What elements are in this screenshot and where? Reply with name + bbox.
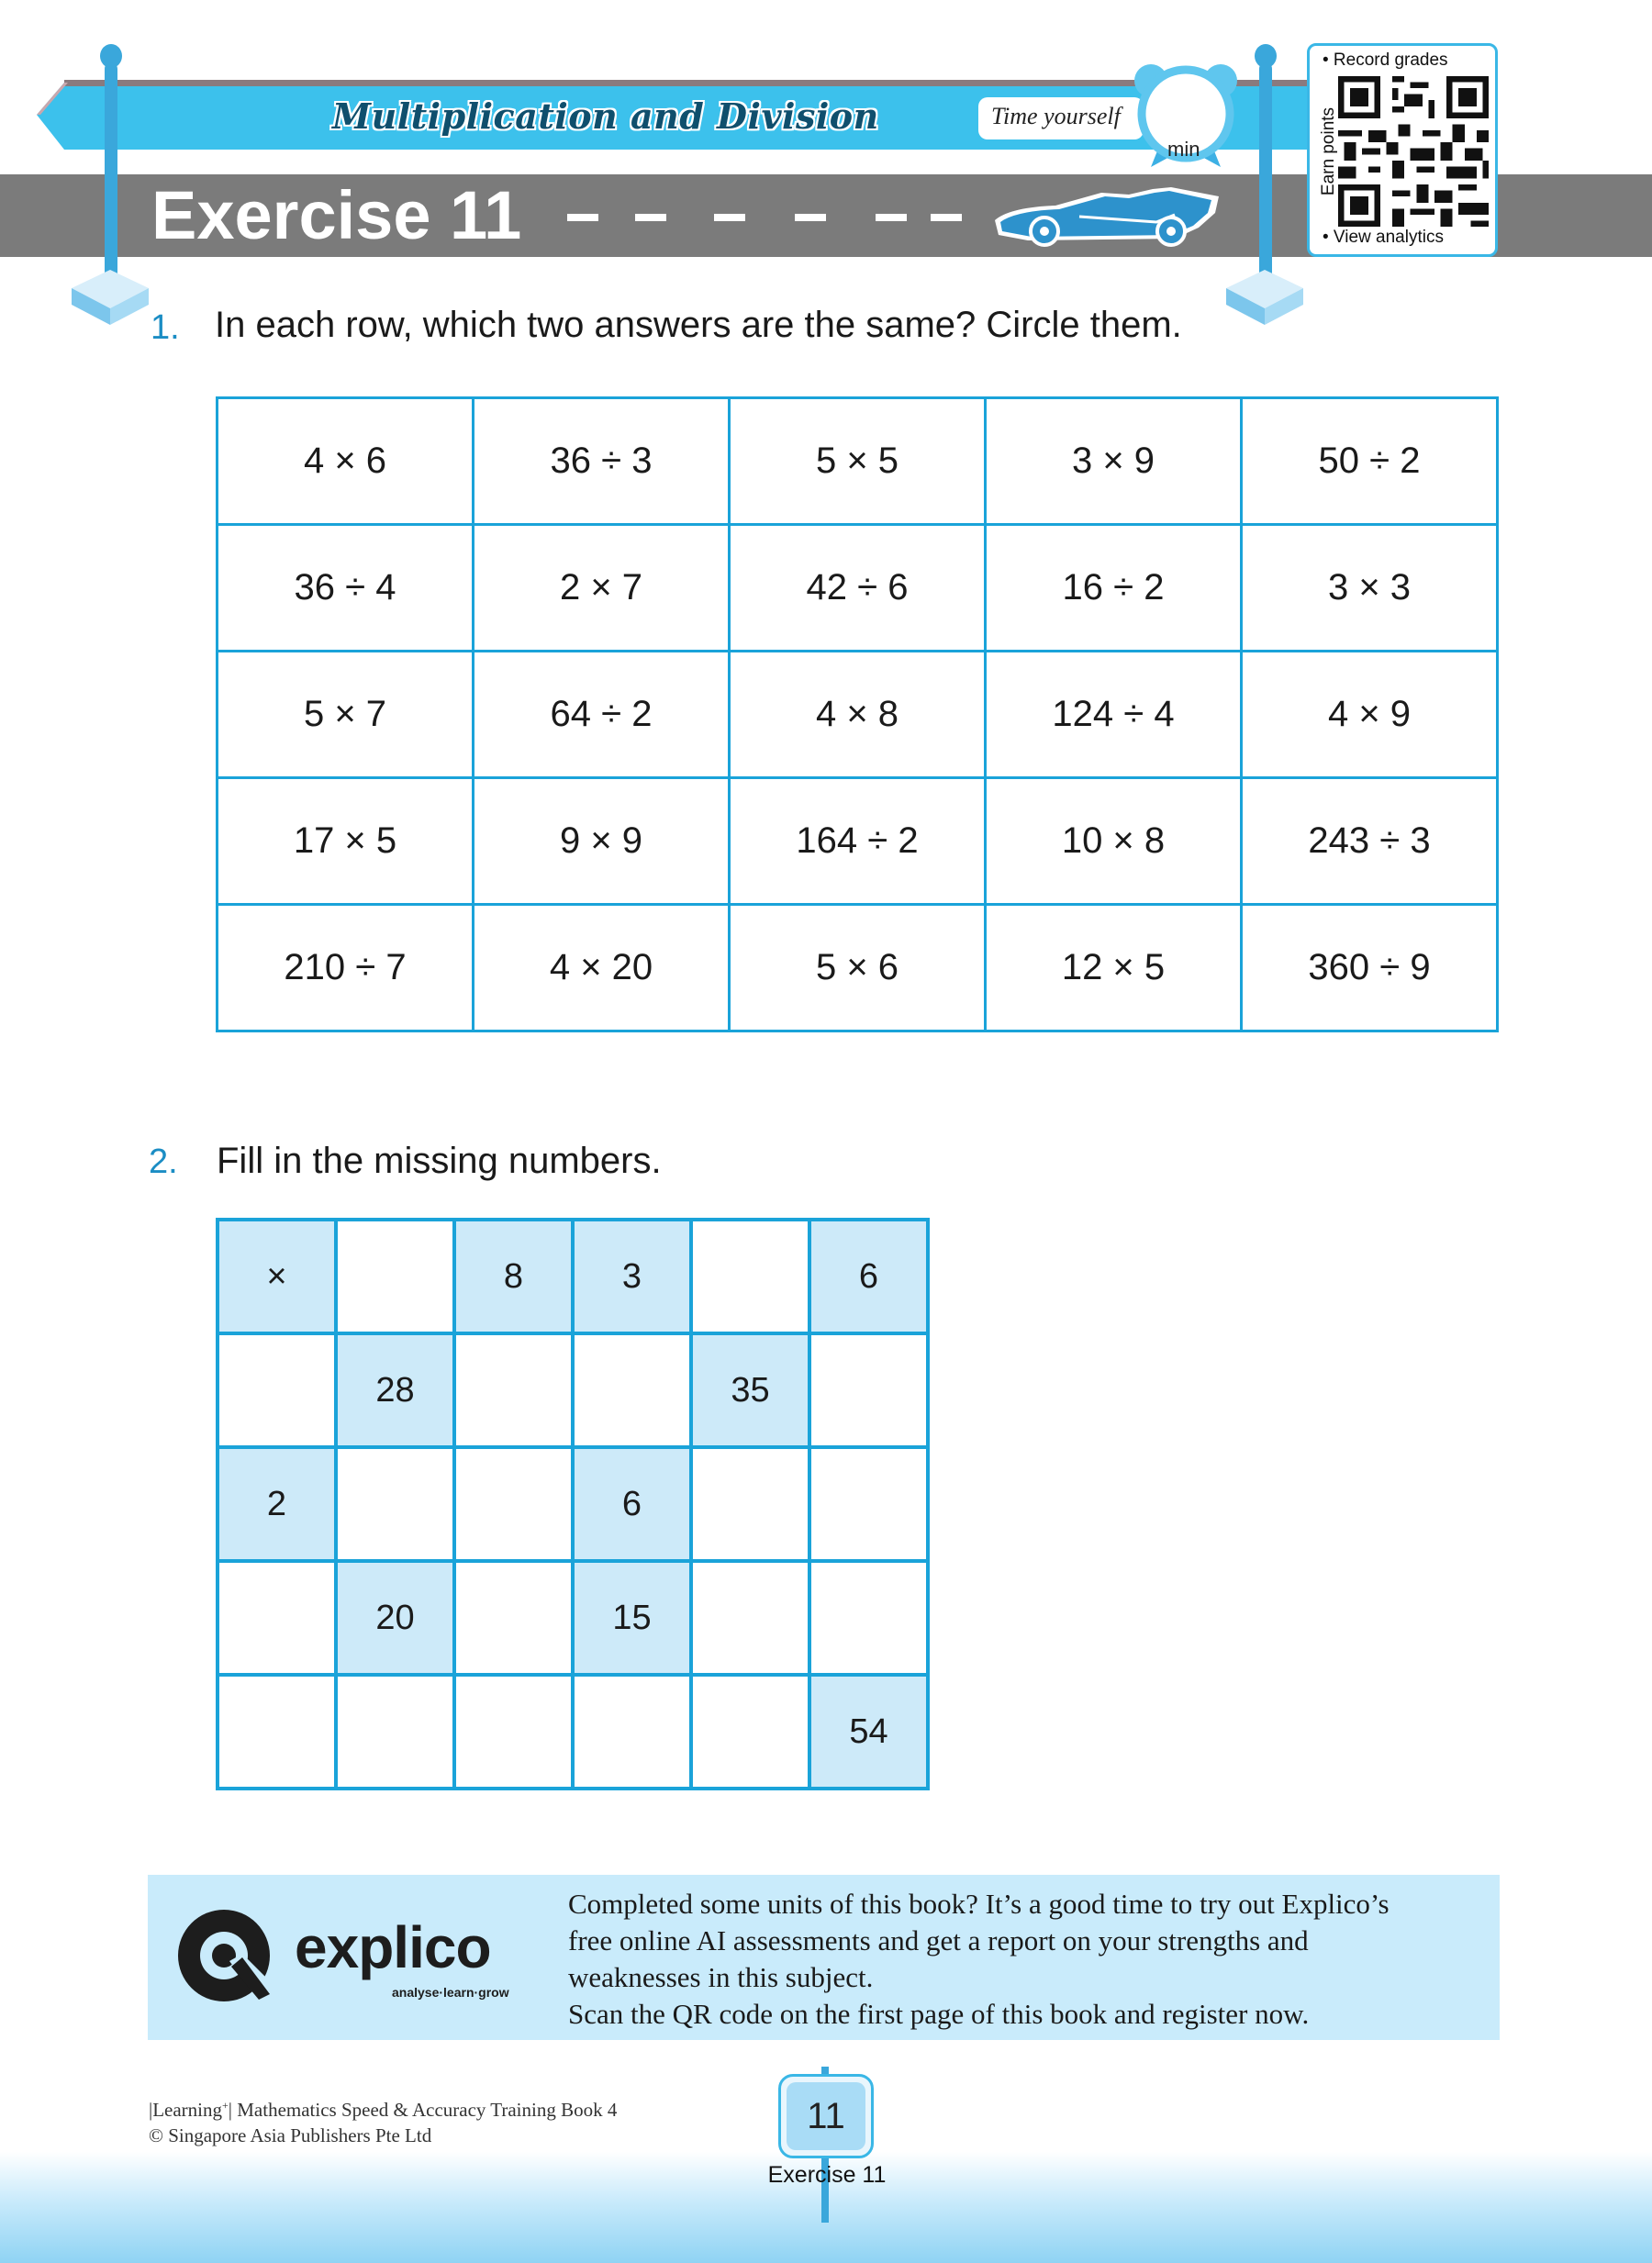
grid-cell-blank[interactable] <box>809 1333 928 1447</box>
qr-view-analytics-label: • View analytics <box>1323 228 1444 247</box>
expression-cell[interactable]: 243 ÷ 3 <box>1242 778 1498 905</box>
expression-cell[interactable]: 164 ÷ 2 <box>730 778 986 905</box>
grid-cell-blank[interactable] <box>336 1447 454 1561</box>
expression-cell[interactable]: 42 ÷ 6 <box>730 525 986 652</box>
explico-message-line: Completed some units of this book? It’s a good time to try out Explico’s <box>568 1888 1390 1920</box>
grid-cell-given: 8 <box>454 1220 573 1333</box>
matching-expressions-table <box>216 396 1499 1032</box>
grid-cell-given: 6 <box>573 1447 691 1561</box>
book-title-prefix: |Learning <box>149 2099 223 2121</box>
grid-cell-given: 3 <box>573 1220 691 1333</box>
grid-cell-blank[interactable] <box>573 1333 691 1447</box>
page-exercise-label: Exercise 11 <box>767 2162 887 2188</box>
table-row <box>218 905 1498 1031</box>
expression-cell[interactable]: 210 ÷ 7 <box>218 905 474 1031</box>
grid-cell-given: 2 <box>218 1447 336 1561</box>
grid-cell-given: 35 <box>691 1333 809 1447</box>
expression-cell[interactable]: 9 × 9 <box>474 778 730 905</box>
time-yourself-label: Time yourself <box>991 103 1121 129</box>
book-title-suffix: | Mathematics Speed & Accuracy Training Book 4 <box>228 2099 618 2121</box>
grid-row <box>218 1333 928 1447</box>
question-1-instruction: In each row, which two answers are the same? Circle them. <box>215 305 1182 345</box>
grid-cell-blank[interactable] <box>809 1561 928 1675</box>
expression-cell[interactable]: 4 × 20 <box>474 905 730 1031</box>
grid-cell-blank[interactable] <box>691 1561 809 1675</box>
road-dash <box>795 214 826 221</box>
footer-book-info <box>149 2092 617 2148</box>
question-2-number: 2. <box>149 1143 178 1181</box>
grid-cell-blank[interactable] <box>809 1447 928 1561</box>
expression-cell[interactable]: 5 × 7 <box>218 652 474 778</box>
grid-cell-blank[interactable] <box>218 1333 336 1447</box>
signpost-pole <box>1259 62 1272 283</box>
explico-tagline: analyse·learn·grow <box>392 1985 509 2000</box>
expression-cell[interactable]: 4 × 9 <box>1242 652 1498 778</box>
grid-cell-given: 20 <box>336 1561 454 1675</box>
expression-cell[interactable]: 3 × 3 <box>1242 525 1498 652</box>
question-1-number: 1. <box>151 308 180 347</box>
qr-code-icon[interactable] <box>1337 76 1490 227</box>
expression-cell[interactable]: 17 × 5 <box>218 778 474 905</box>
explico-logo-icon <box>171 1902 281 2012</box>
grid-cell-blank[interactable] <box>691 1675 809 1789</box>
exercise-title: Exercise 11 <box>151 177 522 253</box>
race-car-icon <box>991 184 1222 248</box>
grid-cell-blank[interactable] <box>454 1561 573 1675</box>
grid-cell-given: 54 <box>809 1675 928 1789</box>
road-dash <box>931 214 962 221</box>
topic-title: Multiplication and Division <box>332 95 879 137</box>
time-unit-label: min <box>1167 138 1200 161</box>
road-dash <box>714 214 745 221</box>
grid-row <box>218 1447 928 1561</box>
expression-cell[interactable]: 50 ÷ 2 <box>1242 398 1498 525</box>
explico-message-line: Scan the QR code on the first page of this book and register now. <box>568 1998 1310 2030</box>
qr-record-grades-label: • Record grades <box>1323 50 1448 70</box>
grid-cell-blank[interactable] <box>336 1220 454 1333</box>
grid-cell-given: 15 <box>573 1561 691 1675</box>
grid-row <box>218 1561 928 1675</box>
book-title-sup: + <box>222 2099 229 2112</box>
grid-cell-blank[interactable] <box>691 1220 809 1333</box>
expression-cell[interactable]: 5 × 5 <box>730 398 986 525</box>
operator-cell: × <box>218 1220 336 1333</box>
qr-card[interactable] <box>1307 43 1498 257</box>
table-row <box>218 525 1498 652</box>
expression-cell[interactable]: 64 ÷ 2 <box>474 652 730 778</box>
grid-cell-blank[interactable] <box>691 1447 809 1561</box>
page-number-badge <box>778 2074 874 2158</box>
book-title <box>149 2092 617 2123</box>
grid-cell-blank[interactable] <box>218 1561 336 1675</box>
expression-cell[interactable]: 5 × 6 <box>730 905 986 1031</box>
road-dash <box>876 214 907 221</box>
expression-cell[interactable]: 360 ÷ 9 <box>1242 905 1498 1031</box>
expression-cell[interactable]: 36 ÷ 4 <box>218 525 474 652</box>
expression-cell[interactable]: 10 × 8 <box>986 778 1242 905</box>
expression-cell[interactable]: 12 × 5 <box>986 905 1242 1031</box>
grid-cell-given: 28 <box>336 1333 454 1447</box>
expression-cell[interactable]: 2 × 7 <box>474 525 730 652</box>
table-row <box>218 652 1498 778</box>
expression-cell[interactable]: 4 × 8 <box>730 652 986 778</box>
grid-cell-blank[interactable] <box>573 1675 691 1789</box>
grid-cell-blank[interactable] <box>454 1447 573 1561</box>
expression-cell[interactable]: 16 ÷ 2 <box>986 525 1242 652</box>
table-row <box>218 778 1498 905</box>
expression-cell[interactable]: 36 ÷ 3 <box>474 398 730 525</box>
expression-cell[interactable]: 3 × 9 <box>986 398 1242 525</box>
explico-message-line: free online AI assessments and get a report on your strengths and <box>568 1924 1309 1956</box>
grid-cell-blank[interactable] <box>454 1675 573 1789</box>
explico-message <box>568 1886 1486 2033</box>
question-2-instruction: Fill in the missing numbers. <box>217 1141 662 1181</box>
grid-cell-given: 6 <box>809 1220 928 1333</box>
grid-row <box>218 1220 928 1333</box>
signpost-pole <box>105 62 117 283</box>
time-yourself-field[interactable] <box>978 97 1144 139</box>
signpost-base-icon <box>1226 270 1303 325</box>
grid-cell-blank[interactable] <box>336 1675 454 1789</box>
copyright: © Singapore Asia Publishers Pte Ltd <box>149 2124 432 2146</box>
table-row <box>218 398 1498 525</box>
explico-brand-name: explico <box>295 1914 491 1980</box>
explico-promo-banner <box>148 1875 1500 2040</box>
signpost-base-icon <box>72 270 149 325</box>
expression-cell[interactable]: 4 × 6 <box>218 398 474 525</box>
grid-row <box>218 1675 928 1789</box>
qr-earn-points-label: Earn points <box>1319 106 1338 196</box>
multiplication-grid <box>216 1218 930 1790</box>
road-dash <box>635 214 666 221</box>
page-number: 11 <box>787 2082 865 2150</box>
expression-cell[interactable]: 124 ÷ 4 <box>986 652 1242 778</box>
road-dash <box>567 214 598 221</box>
explico-message-line: weaknesses in this subject. <box>568 1961 874 1993</box>
grid-cell-blank[interactable] <box>454 1333 573 1447</box>
grid-cell-blank[interactable] <box>218 1675 336 1789</box>
